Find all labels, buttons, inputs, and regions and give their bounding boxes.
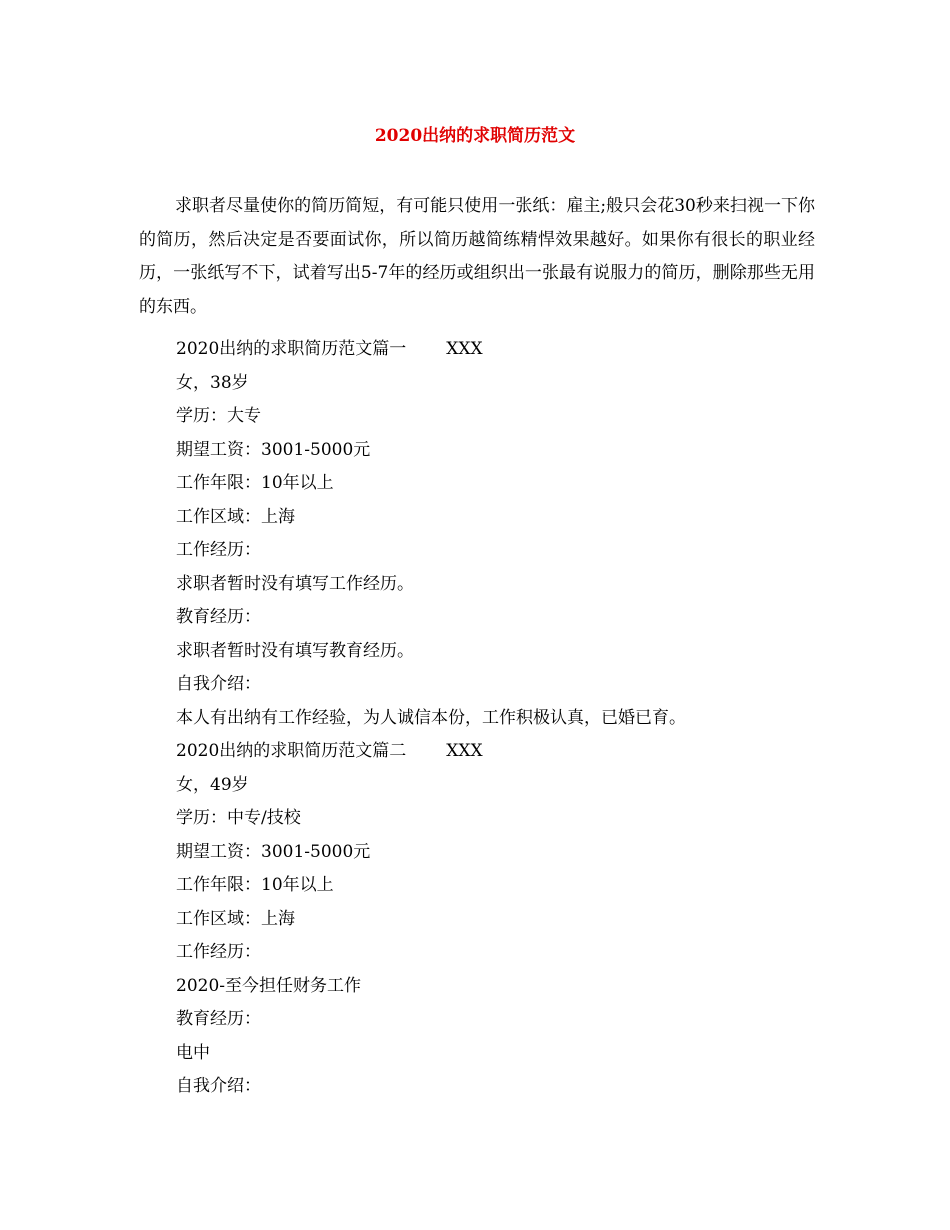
education-experience-label: 教育经历： [176,1009,261,1029]
document-title: 2020出纳的求职简历范文 [374,126,576,146]
section-title: 2020出纳的求职简历范文篇一 [176,339,407,359]
resume-lines [176,333,816,1104]
work-experience-label: 工作经历： [176,540,261,560]
work-area: 工作区域：上海 [176,908,295,929]
intro-paragraph: 求职者尽量使你的简历简短，有可能只使用一张纸：雇主;般只会花30秒来扫视一下你的简历，然后决定是否要面试你，所以简历越简练精悍效果越好。如果你有很长的职业经历，一张纸写不下，试着写出5-7年的经历或组织出一张最有说服力的简历，删除那些无用的东西。 [139,196,815,317]
section-heading-1 [176,333,816,367]
self-intro-label: 自我介绍： [176,674,261,694]
self-intro-value: 本人有出纳有工作经验，为人诚信本份，工作积极认真，已婚已育。 [176,707,686,728]
education-experience-value: 电中 [176,1042,210,1063]
education-experience-value: 求职者暂时没有填写教育经历。 [176,640,414,661]
work-experience-value: 求职者暂时没有填写工作经历。 [176,573,414,594]
self-intro-label: 自我介绍： [176,1076,261,1096]
candidate-name: XXX [446,741,483,761]
work-years: 工作年限：10年以上 [176,473,334,493]
expected-salary: 期望工资：3001-5000元 [176,439,371,460]
expected-salary: 期望工资：3001-5000元 [176,841,371,862]
work-experience-value: 2020-至今担任财务工作 [176,975,362,996]
work-years: 工作年限：10年以上 [176,875,334,895]
education-level: 学历：中专/技校 [176,808,301,828]
section-title: 2020出纳的求职简历范文篇二 [176,741,407,761]
gender-age: 女，49岁 [176,774,249,795]
education-level: 学历：大专 [176,406,261,426]
gender-age: 女，38岁 [176,372,249,393]
education-experience-label: 教育经历： [176,607,261,627]
work-area: 工作区域：上海 [176,506,295,527]
work-experience-label: 工作经历： [176,942,261,962]
candidate-name: XXX [446,339,483,359]
section-heading-2 [176,735,816,769]
